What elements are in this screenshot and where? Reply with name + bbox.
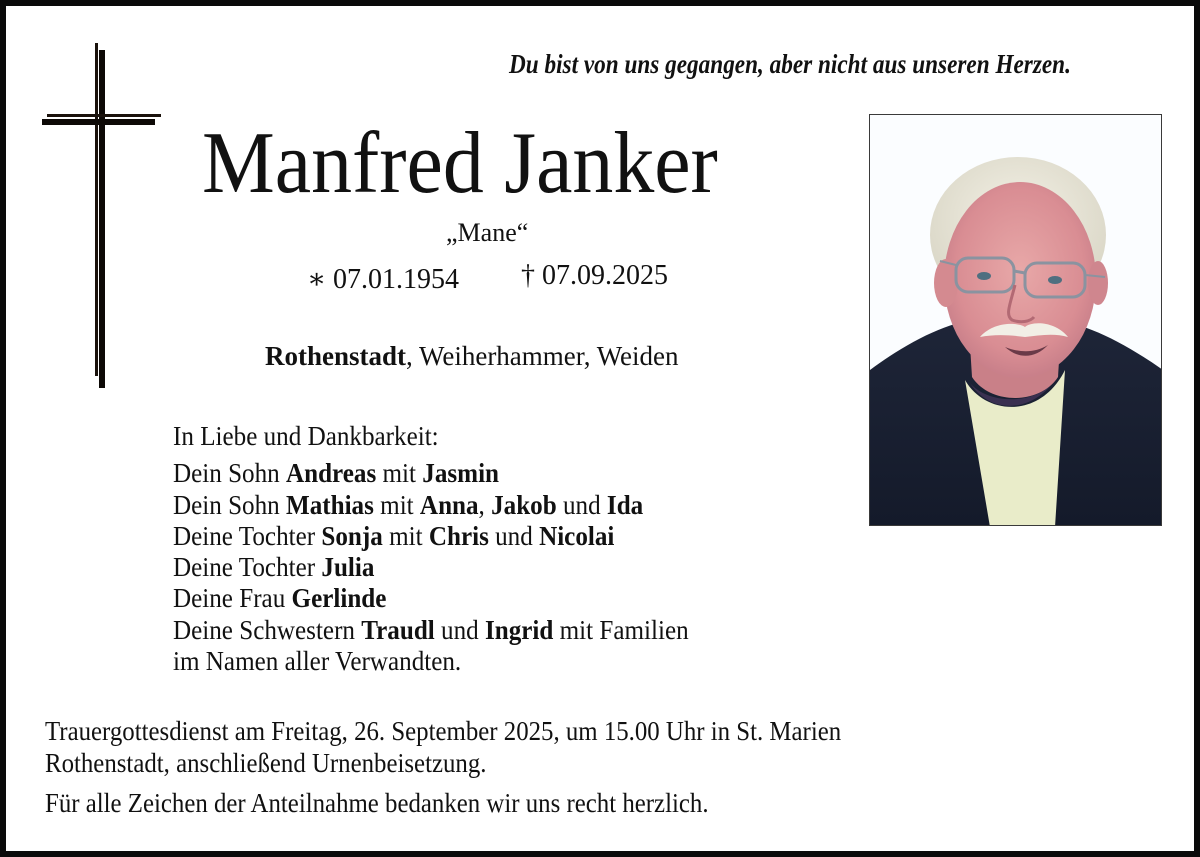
mourner-name: Julia — [321, 552, 375, 583]
death-dagger-icon: † — [521, 260, 535, 291]
mourner-text: mit Familien — [553, 614, 689, 645]
mourner-name: Sonja — [321, 520, 383, 551]
mourner-text: Deine Frau — [173, 583, 292, 614]
death-date-value: 07.09.2025 — [542, 260, 668, 291]
mourner-name: Anna — [419, 489, 479, 520]
mourner-line — [173, 552, 689, 583]
mourner-text: mit — [376, 458, 423, 489]
mourner-text: Deine Schwestern — [173, 614, 362, 645]
mourner-line — [173, 583, 689, 614]
mourner-text: mit — [382, 520, 429, 551]
mourner-text: mit — [373, 489, 420, 520]
mourner-name: Ida — [606, 489, 644, 520]
mourner-name: Gerlinde — [291, 583, 387, 614]
mourner-text: im Namen aller Verwandten. — [173, 646, 462, 677]
mourner-name: Jasmin — [422, 458, 500, 489]
mourner-name: Ingrid — [484, 614, 554, 645]
mourner-line — [173, 521, 689, 552]
nickname: „Mane“ — [446, 218, 529, 247]
death-date — [521, 260, 668, 292]
mourner-name: Andreas — [285, 458, 377, 489]
mourner-name: Chris — [428, 520, 489, 551]
mourner-name: Jakob — [491, 489, 557, 520]
service-line-2: Rothenstadt, anschließend Urnenbeisetzung. — [45, 748, 487, 778]
mourner-name: Mathias — [285, 489, 374, 520]
birth-date — [307, 262, 459, 296]
birth-date-value: 07.01.1954 — [333, 264, 460, 295]
mourner-text: , — [478, 489, 492, 520]
birth-star-icon: ∗ — [307, 264, 327, 295]
service-info — [45, 715, 841, 779]
motto: Du bist von uns gegangen, aber nicht aus unseren Herzen. — [509, 49, 1071, 79]
mourner-name: Nicolai — [539, 520, 615, 551]
mourners-list — [173, 458, 728, 677]
mourner-text: Dein Sohn — [173, 489, 286, 520]
portrait-photo — [869, 114, 1162, 526]
places — [265, 341, 679, 372]
mourner-line — [173, 615, 689, 646]
mourners-block — [173, 421, 728, 677]
mourner-line — [173, 490, 689, 521]
mourner-text: Dein Sohn — [173, 458, 286, 489]
thanks-note: Für alle Zeichen der Anteilnahme bedanken wir uns recht herzlich. — [45, 788, 709, 818]
mourner-text: Deine Tochter — [173, 552, 322, 583]
mourner-text: Deine Tochter — [173, 520, 322, 551]
mourner-text: und — [556, 489, 607, 520]
mourner-text: und — [488, 520, 540, 551]
place-rest: , Weiherhammer, Weiden — [406, 341, 679, 371]
mourner-line — [173, 646, 689, 677]
mourner-text: und — [434, 614, 485, 645]
place-primary: Rothenstadt — [265, 341, 407, 371]
deceased-name: Manfred Janker — [202, 115, 718, 212]
mourners-intro: In Liebe und Dankbarkeit: — [173, 421, 439, 451]
service-line-1: Trauergottesdienst am Freitag, 26. September 2025, um 15.00 Uhr in St. Marien — [45, 716, 842, 746]
mourner-line — [173, 458, 689, 489]
mourner-name: Traudl — [361, 614, 435, 645]
latin-cross-icon — [42, 43, 164, 388]
